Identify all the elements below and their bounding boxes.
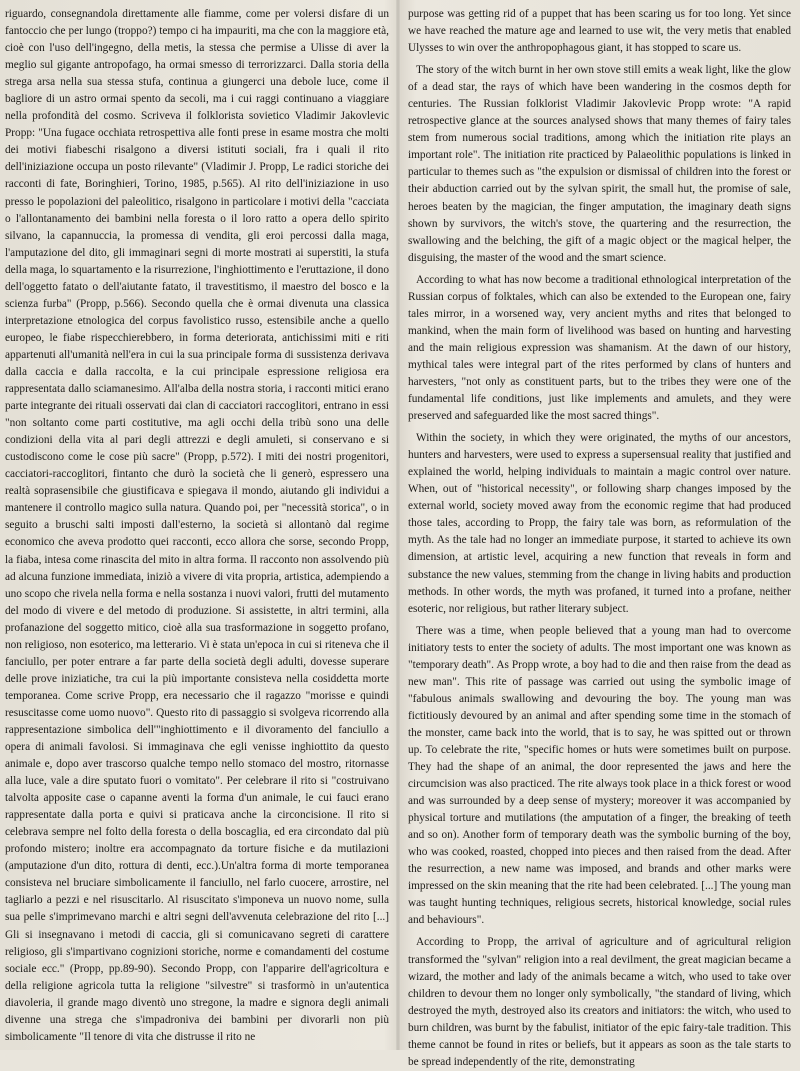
italian-paragraph: riguardo, consegnandola direttamente alle fiamme, come per volersi disfare di un fantoccio che per lungo (troppo?) tempo ci ha impauriti, ma che con la maggiore età, cioè con l'uso dell'ingegno, della metis, la stessa che permise a Ulisse di aver la meglio sul gigante antropofago, ha ormai smesso di terrorizzarci. Dalla storia della strega arsa nella sua stessa stufa, continua a giungerci una debole luce, come il bagliore di un astro ormai spento da secoli, ma i cui raggi continuano a viaggiare nella profondità del cosmo. Scriveva il folklorista sovietico Vladimir Jakovlevic Propp: "Una fugace occhiata retrospettiva alle fonti prese in esame mostra che molti dei motivi fiabeschi risalgono a diversi istituti sociali, fra i quali il rito dell'iniziazione occupa un posto rilevante" (Vladimir J. Propp, Le radici storiche dei racconti di fate, Boringhieri, Torino, 1985, p.565). Al rito dell'iniziazione in uso presso le popolazioni del paleolitico, risalgono in particolare i motivi della "cacciata o l'allontanamento dei bambini nella foresta o il loro ratto a opera dello spirito silvano, la capannuccia, la promessa di vendita, gli eroi percossi dalla maga, l'amputazione del dito, gli immaginari segni di morte mostrati ai superstiti, la stufa della maga, lo squartamento e la risurrezione, l'inghiottimento e l'eruttazione, il dono dell'oggetto fatato o dell'aiutante fatato, il travestitismo, il maestro del bosco e la scienza furba" (Propp, p.566). Secondo quella che è ormai divenuta una classica interpretazione etnologica del corpus favolistico russo, estensibile anche a quello europeo, le fiabe rispecchierebbero, in forma deteriorata, antichissimi miti e riti appartenuti all'umanità nell'era in cui la sua principale forma di sussistenza derivava dalla caccia e dalla raccolta, e la cui principale espressione religiosa era rappresentata dallo sciamanesimo. All'alba della nostra storia, i racconti mitici erano parte integrante dei rituali osservati dai clan di cacciatori raccoglitori, entrano in essi "non soltanto come parti costitutive, ma agli occhi della tribù sono una delle condizioni della vita al pari degli attrezzi e degli amuleti, si conservano e si custodiscono come le cose più sacre" (Propp, p.572). I miti dei nostri progenitori, cacciatori-raccoglitori, fintanto che durò la società che li generò, espressero una realtà soprasensibile che giustificava e spiegava il mondo, aiutando gli individui a mantenere il controllo magico sulla natura. Quando poi, per "necessità storica", o in seguito a bruschi salti imposti dall'esterno, la società si allontanò dal regime economico che aveva prodotto quei racconti, ecco allora che sorse, secondo Propp, la fiaba, intesa come rinascita del mito in altra forma. Il racconto non assolvendo più ad alcuna funzione immediata, iniziò a vivere di vita propria, artistica, adempiendo a uno scopo che rivela nella forma e nella sostanza i nuovi valori, frutti del mutamento del modo di vivere e del metodo di produzione. Si assistette, in altri termini, alla profanazione del soggetto mitico, cioè alla sua trasformazione in soggetto profano, non religioso, non esoterico, ma letterario. Vi è stata un'epoca in cui si riteneva che il fanciullo, per poter entrare a far parte della società degli adulti, dovesse superare delle prove iniziatiche, tra cui la più importante consisteva nella cosiddetta morte temporanea. Come scrive Propp, era necessario che il ragazzo "morisse e quindi resuscitasse come uomo nuovo". Questo rito di passaggio si svolgeva ricorrendo alla rappresentazione simbolica dell'"inghiottimento e il divoramento del fanciullo a opera di animali favolosi. Si immaginava che egli venisse inghiottito da questo animale e, dopo aver trascorso qualche tempo nello stomaco del mostro, ritornasse alla luce, vale a dire sputato fuori o vomitato". Per celebrare il rito si "costruivano talvolta apposite case o capanne aventi la forma d'un animale, le cui fauci erano rappresentate dalla porta e quivi si praticava anche la circoncisione. Il rito si celebrava sempre nel folto della foresta o della boscaglia, ed era circondato dal più profondo mistero; inoltre era accompagnato da torture fisiche e da mutilazioni (amputazione d'un dito, rottura di denti, ecc.).Un'altra forma di morte temporanea consisteva nel bruciare simbolicamente il fanciullo, nel farlo cuocere, arrostire, nel tagliarlo a pezzi e nel risuscitarlo. Al risuscitato s'imponeva un nuovo nome, sulla sua pelle s'imprimevano marchi e altri segni dell'avvenuta celebrazione del rito [...] Gli si insegnavano i metodi di caccia, gli si comunicavano segreti di carattere religioso, gli s'impartivano cognizioni storiche, norme e comandamenti del costume sociale ecc." (Propp, pp.89-90). Secondo Propp, con l'apparire dell'agricoltura e della religione agricola tutta la religione "silvestre" si trasformò in un'autentica diavoleria, il grande mago diventò uno stregone, la madre e signora degli animali divenne una strega che s'impadroniva dei bambini per divorarli non più simbolicamente "Il tenore di vita che distrusse il rito ne xyxy=(5,8,389,1043)
english-text-column xyxy=(408,6,791,1068)
english-paragraph: According to Propp, the arrival of agriculture and of agricultural religion transformed the "sylvan" religion into a real devilment, the great magician became a wizard, the mother and lady of the animals became a witch, who used to take over children to devour them no longer only symbolically, "the standard of living, which destroyed the myth, destroyed also its creators and initiators: the witch, who used to burn children, was burnt by the fabulist, initiator of the epic fairy-tale tradition. This theme cannot be found in rites or beliefs, but it appears as soon as the tale starts to be spread independently of the rite, demonstrating xyxy=(408,936,791,1068)
english-paragraph: purpose was getting rid of a puppet that has been scaring us for too long. Yet since we have reached the mature age and learned to use wit, the very metis that enabled Ulysses to win over the anthropophagous giant, it has stopped to scare us. xyxy=(408,8,791,55)
page-gutter xyxy=(396,0,400,1050)
italian-text-column xyxy=(5,6,389,1042)
english-paragraph: The story of the witch burnt in her own stove still emits a weak light, like the glow of a dead star, the rays of which have been wandering in the cosmos depth for centuries. The Russian folklorist Vladimir Jakovlevic Propp wrote: "A rapid retrospective glance at the sources analysed shows that many themes of fairy tales stem from numerous social traditions, among which the initiation rite plays an important role". The initiation rite practiced by Palaeolithic populations is linked in particular to themes such as "the expulsion or dismissal of children into the forest or their abduction carried out by the sylvan spirit, the small hut, the promise of sale, heroes beaten by the magician, the finger amputation, the imaginary death signs shown by survivors, the witch's stove, the quartering and the resurrection, the swallowing and the belching, the gift of a magic object or the magical helper, the disguising, the master of the wood and the smart science. xyxy=(408,64,791,264)
english-paragraph: Within the society, in which they were originated, the myths of our ancestors, hunters and harvesters, were used to express a supersensual reality that justified and explained the world, helping individuals to maintain a magic control over nature. When, out of "historical necessity", or following sharp changes imposed by the external world, society moved away from the economic regime that had produced those tales, according to Propp, the fairy tale was born, as reformulation of the myth. As the tale had no longer an immediate purpose, it started to achieve its own dimension, at artistic level, acquiring a new function that reveals in form and substance the new values, stemming from the change in living habits and production methods. In other words, the myth was profaned, it turned into a profane, neither esoteric, nor religious, but rather literary subject. xyxy=(408,432,791,615)
english-paragraph: According to what has now become a traditional ethnological interpretation of the Russian corpus of folktales, which can also be extended to the European one, fairy tales mirror, in a worsened way, very ancient myths and rites that belonged to mankind, when the main form of livelihood was based on hunting and harvesting and the main religious expression was shamanism. At the dawn of our history, mythical tales were integral part of the rites performed by clans of hunters and harvesters, "not only as constituent parts, but to the tribes they were one of the fundamental life conditions, just like implements and amulets, and they were preserved and safeguarded like the most sacred things". xyxy=(408,273,791,423)
english-paragraph: There was a time, when people believed that a young man had to overcome initiatory tests to enter the society of adults. The most important one was known as "temporary death". As Propp wrote, a boy had to die and then raise from the dead as new man". This rite of passage was carried out using the symbolic image of "fabulous animals swallowing and devouring the boy. The young man was fictitiously devoured by an animal and after spending some time in the stomach of the monster, came back into the world, that is to say, he was spitted out or thrown up. To celebrate the rite, "specific homes or huts were sometimes built on purpose. They had the shape of an animal, the door represented the jaws and here the circumcision was also practiced. The rite always took place in a thick forest or wood and was surrounded by a deep sense of mystery; moreover it was accompanied by physical torture and mutilations (the amputation of a finger, the breaking of teeth and so on). Another form of temporary death was the symbolic burning of the boy, who was cooked, roasted, chopped into pieces and then raised from the dead. After the resurrection, a new name was imposed, and brands and other marks were impressed on the skin meaning that the rite had been celebrated. [...] The young man was taught hunting techniques, religious secrets, historical knowledge, social rules and behaviours". xyxy=(408,624,791,927)
